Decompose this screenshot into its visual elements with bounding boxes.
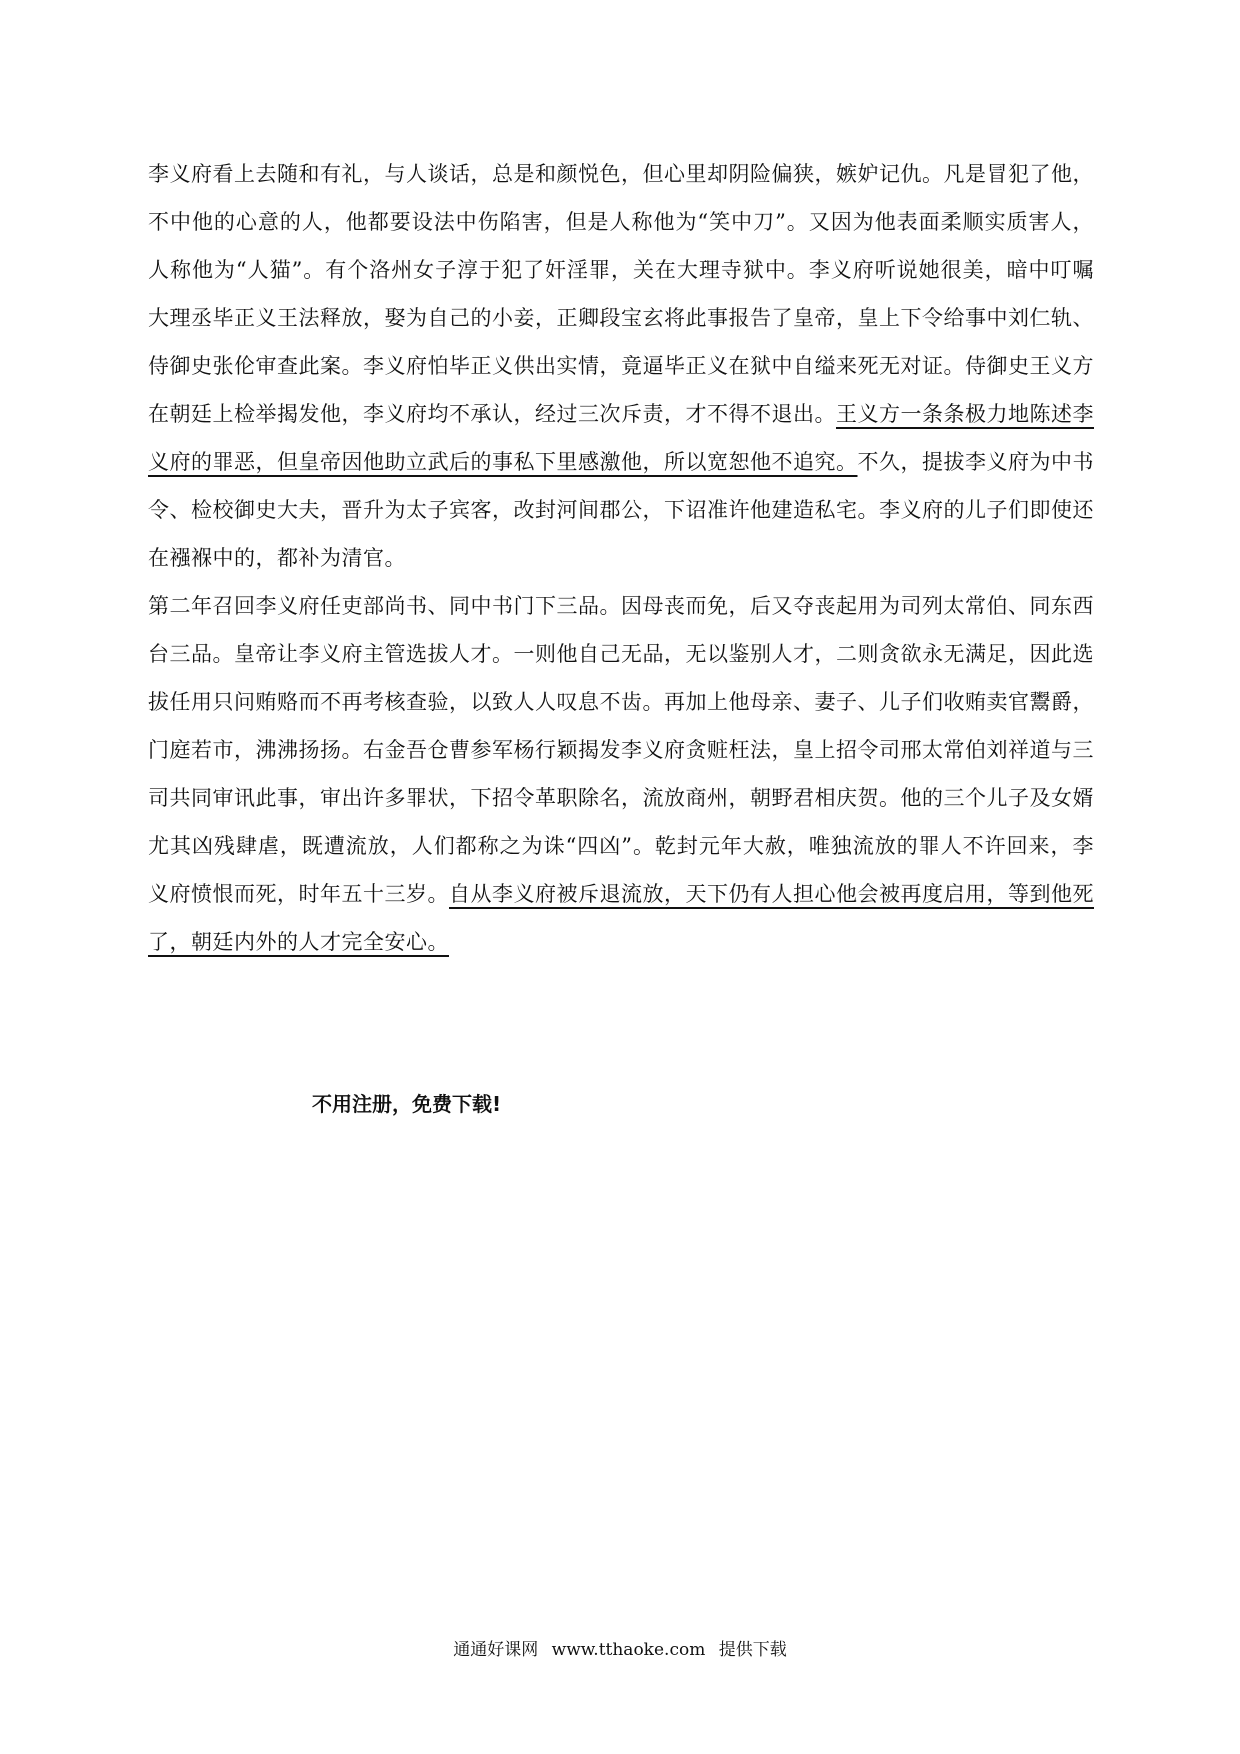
page-footer — [0, 1635, 1240, 1660]
paragraph-2-text: 第二年召回李义府任吏部尚书、同中书门下三品。因母丧而免，后又夺丧起用为司列太常伯、同东西台三品。皇帝让李义府主管选拔人才。一则他自己无品，无以鉴别人才，二则贪欲永无满足，因此选拔任用只问贿赂而不再考核查验，以致人人叹息不齿。再加上他母亲、妻子、儿子们收贿卖官鬻爵，门庭若市，沸沸扬扬。右金吾仓曹参军杨行颖揭发李义府贪赃枉法，皇上招令司邢太常伯刘祥道与三司共同审讯此事，审出许多罪状，下招令革职除名，流放商州，朝野君相庆贺。他的三个儿子及女婿尤其凶残肆虐，既遭流放，人们都称之为诛“四凶”。乾封元年大赦，唯独流放的罪人不许回来，李义府愤恨而死，时年五十三岁。 — [148, 594, 1094, 906]
promo-text: 不用注册，免费下载! — [312, 1092, 502, 1116]
paragraph-1-text: 李义府看上去随和有礼，与人谈话，总是和颜悦色，但心里却阴险偏狭，嫉妒记仇。凡是冒犯了他，不中他的心意的人，他都要设法中伤陷害，但是人称他为“笑中刀”。又因为他表面柔顺实质害人，人称他为“人猫”。有个洛州女子淳于犯了奸淫罪，关在大理寺狱中。李义府听说她很美，暗中叮嘱大理丞毕正义王法释放，娶为自己的小妾，正卿段宝玄将此事报告了皇帝，皇上下令给事中刘仁轨、侍御史张伦审查此案。李义府怕毕正义供出实情，竟逼毕正义在狱中自缢来死无对证。侍御史王义方在朝廷上检举揭发他，李义府均不承认，经过三次斥责，才不得不退出。 — [148, 162, 1094, 426]
paragraph-2-underlined-text: 自从李义府被斥退流放，天下仍有人担心他会被再度启用，等到他死了，朝廷内外的人才完全安心。 — [148, 882, 1094, 954]
footer-suffix: 提供下载 — [718, 1640, 787, 1660]
paragraph-1 — [148, 150, 1094, 582]
document-body — [148, 150, 1094, 966]
paragraph-1-text-continued: 不久，提拔李义府为中书令、检校御史大夫，晋升为太子宾客，改封河间郡公，下诏准许他建造私宅。李义府的儿子们即使还在襁褓中的，都补为清官。 — [148, 450, 1094, 570]
paragraph-2 — [148, 582, 1094, 966]
footer-site-name: 通通好课网 — [453, 1640, 539, 1660]
paragraph-1-underlined-text: 王义方一条条极力地陈述李义府的罪恶，但皇帝因他助立武后的事私下里感激他，所以宽恕他不追究。 — [148, 402, 1094, 474]
footer-url-link[interactable]: www.tthaoke.com — [551, 1640, 706, 1660]
